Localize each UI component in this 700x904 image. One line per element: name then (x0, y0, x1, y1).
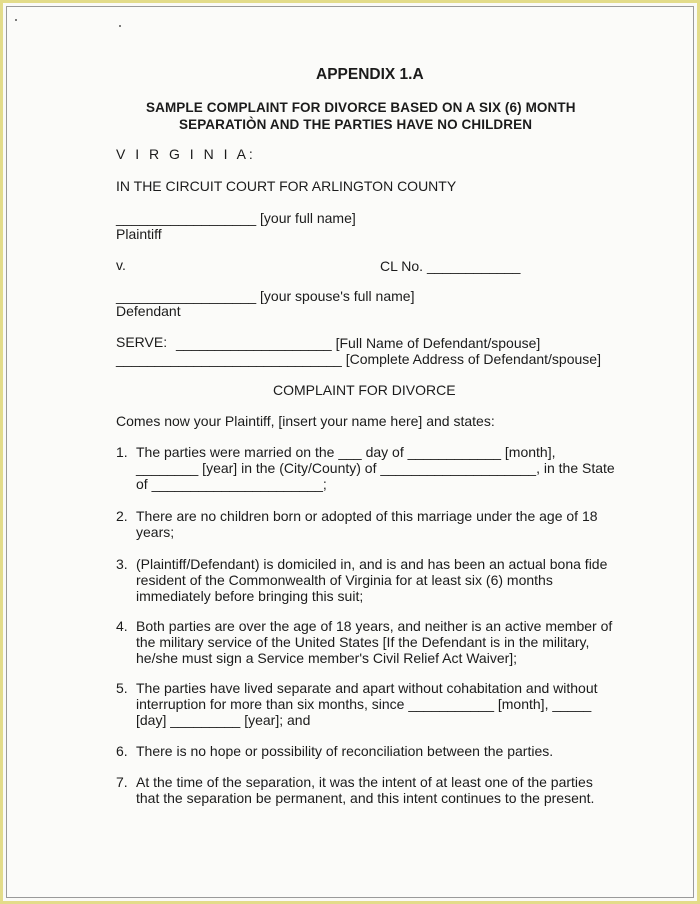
serve-label: SERVE: (116, 334, 168, 350)
item-number: 6. (116, 743, 128, 759)
scan-speck (119, 25, 121, 27)
item-line: The parties have lived separate and apart without cohabitation and without (136, 680, 598, 696)
list-item (136, 444, 615, 492)
item-number: 3. (116, 556, 128, 572)
item-number: 2. (116, 508, 128, 524)
item-line: There are no children born or adopted of this marriage under the age of 18 (136, 508, 598, 524)
item-line: (Plaintiff/Defendant) is domiciled in, and is and has been an actual bona fide (136, 556, 608, 572)
item-line: ________ [year] in the (City/County) of ____________________, in the State (136, 460, 615, 476)
item-line: he/she must sign a Service member's Civil Relief Act Waiver]; (136, 650, 518, 666)
document-subtitle-line-2: SEPARATIÒN AND THE PARTIES HAVE NO CHILDREN (179, 117, 533, 132)
item-line: of ______________________; (136, 476, 327, 492)
item-line: years; (136, 524, 175, 540)
list-item (136, 680, 598, 728)
item-line: [day] _________ [year]; and (136, 712, 311, 728)
list-item (136, 743, 553, 759)
item-line: Both parties are over the age of 18 years, and neither is an active member of (136, 618, 613, 634)
serve-name-field: ____________________ [Full Name of Defendant/spouse] (176, 335, 541, 351)
document-subtitle-line-1: SAMPLE COMPLAINT FOR DIVORCE BASED ON A SIX (6) MONTH (146, 100, 576, 115)
versus-label: v. (116, 257, 126, 273)
state-heading: V I R G I N I A: (116, 146, 256, 162)
court-heading: IN THE CIRCUIT COURT FOR ARLINGTON COUNTY (116, 178, 457, 194)
plaintiff-label: Plaintiff (116, 226, 162, 242)
item-number: 5. (116, 680, 128, 696)
list-item (136, 556, 607, 604)
list-item (136, 508, 598, 540)
item-line: resident of the Commonwealth of Virginia for at least six (6) months (136, 572, 553, 588)
item-number: 1. (116, 444, 128, 460)
plaintiff-name-field: __________________ [your full name] (116, 210, 356, 226)
item-number: 4. (116, 618, 128, 634)
item-line: interruption for more than six months, since ___________ [month], _____ (136, 696, 592, 712)
item-line: that the separation be permanent, and this intent continues to the present. (136, 790, 595, 806)
item-line: immediately before bringing this suit; (136, 588, 364, 604)
document-title: APPENDIX 1.A (316, 66, 424, 83)
item-line: The parties were married on the ___ day of ____________ [month], (136, 444, 556, 460)
item-line: There is no hope or possibility of reconciliation between the parties. (136, 743, 554, 759)
item-line: the military service of the United States [If the Defendant is in the military, (136, 634, 590, 650)
item-number: 7. (116, 774, 128, 790)
case-number-field: CL No. ____________ (380, 258, 521, 274)
scan-speck (15, 19, 17, 21)
defendant-name-field: __________________ [your spouse's full name] (116, 288, 415, 304)
serve-address-field: _____________________________ [Complete Address of Defendant/spouse] (116, 351, 601, 367)
complaint-intro: Comes now your Plaintiff, [insert your name here] and states: (116, 413, 495, 429)
item-line: At the time of the separation, it was the intent of at least one of the parties (136, 774, 593, 790)
list-item (136, 618, 612, 666)
complaint-heading: COMPLAINT FOR DIVORCE (273, 382, 456, 398)
defendant-label: Defendant (116, 303, 181, 319)
list-item (136, 774, 594, 806)
